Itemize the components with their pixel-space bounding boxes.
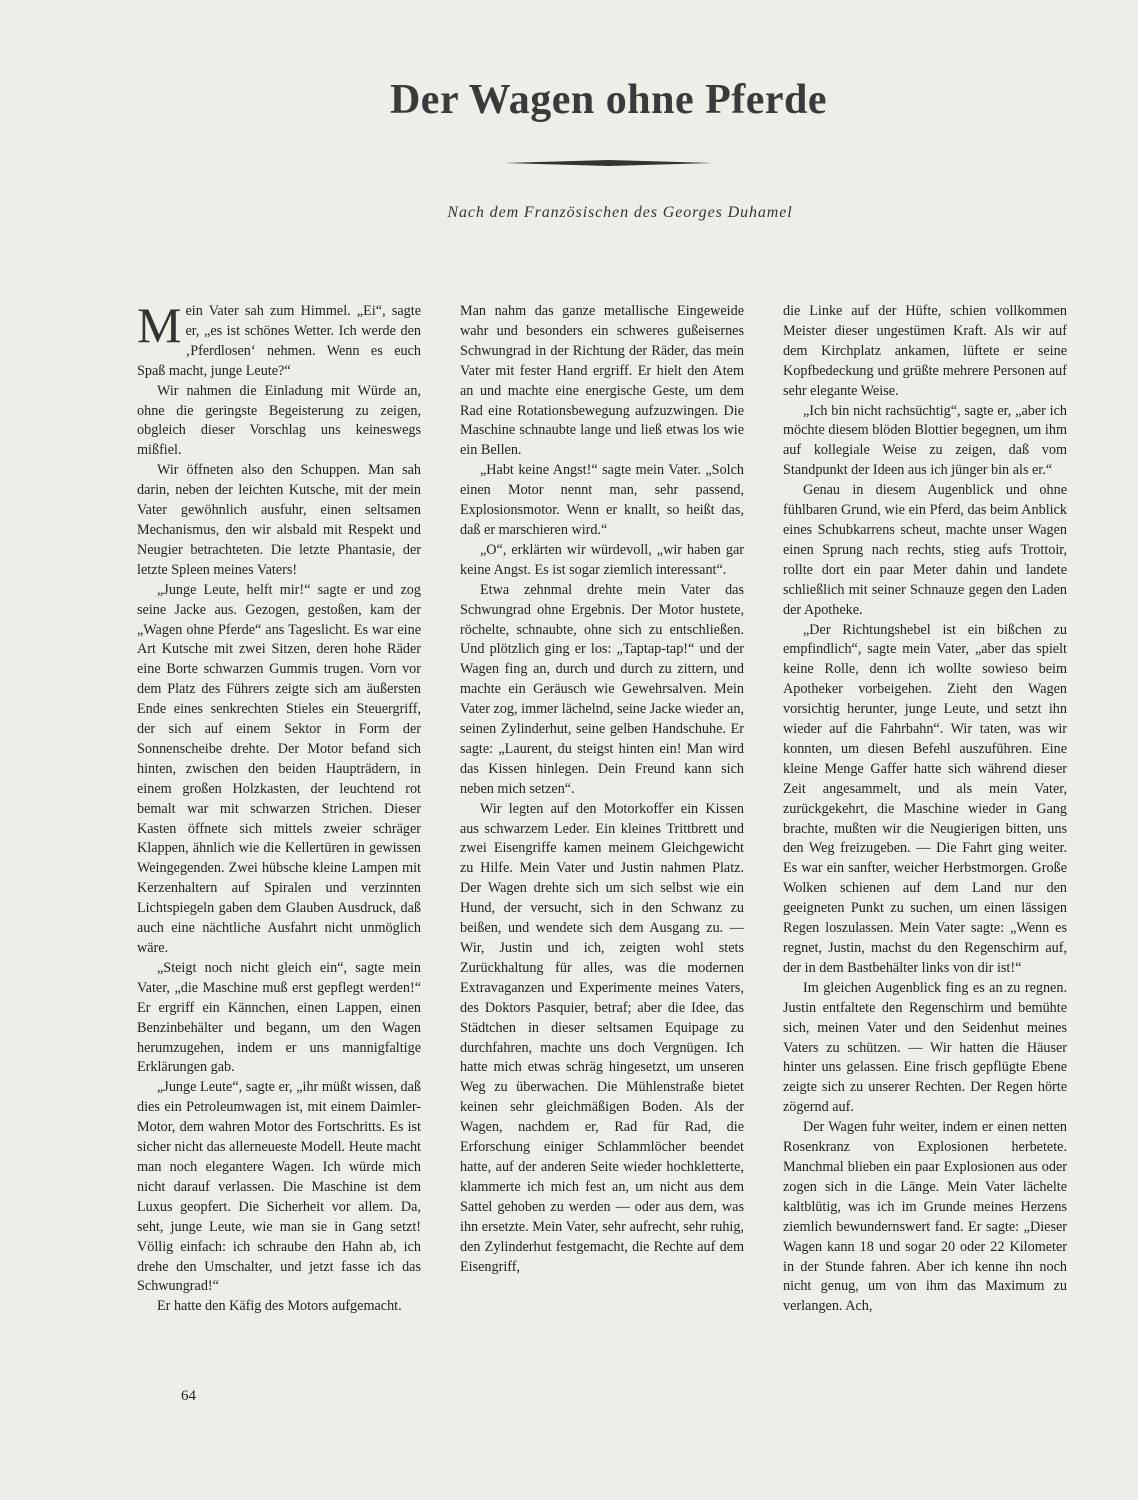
paragraph: Genau in diesem Augenblick und ohne fühlbaren Grund, wie ein Pferd, das beim Anblick eines Schubkarrens scheut, machte unser Wagen einen Sprung nach rechts, stieg aufs Trottoir, rollte dort ein paar Meter dahin und landete schließlich mit seiner Schnauze gegen den Laden der Apotheke. xyxy=(783,482,1067,618)
paragraph: Er hatte den Käfig des Motors aufgemacht. xyxy=(157,1298,402,1315)
title-divider xyxy=(505,160,713,166)
paragraph: Etwa zehnmal drehte mein Vater das Schwungrad ohne Ergebnis. Der Motor hustete, röchelte, schnaubte, ohne sich zu entschließen. Und plötzlich ging er los: „Taptap-tap!“ und der Wagen fing an, durch und durch zu zittern, und machte ein Geräusch wie Gewehrsalven. Mein Vater zog, immer lächelnd, seine Jacke wieder an, seinen Zylinderhut, seine gelben Handschuhe. Er sagte: „Laurent, du steigst hinten ein! Man wird das Kissen hinlegen. Dein Freund kann sich neben mich setzen“. xyxy=(460,581,744,797)
article-title: Der Wagen ohne Pferde xyxy=(389,77,828,123)
text-column-2 xyxy=(460,302,744,1277)
paragraph-text: ein Vater sah zum Himmel. „Ei“, sagte er, „es ist schönes Wetter. Ich werde den ‚Pferdlosen‘ nehmen. Wenn es euch Spaß macht, junge Leute?“ xyxy=(137,303,421,379)
paragraph: „Steigt noch nicht gleich ein“, sagte mein Vater, „die Maschine muß erst gepflegt werden!“ Er ergriff ein Kännchen, einen Lappen, einen Benzinbehälter und begann, um den Wagen herumzugehen, indem er uns mannigfaltige Erklärungen gab. xyxy=(137,959,421,1076)
paragraph: Man nahm das ganze metallische Eingeweide wahr und besonders ein schweres gußeisernes Schwungrad in der Richtung der Räder, das mein Vater mit fester Hand ergriff. Er hielt den Atem an und machte eine energische Geste, um dem Rad eine Rotationsbewegung aufzuzwingen. Die Maschine schnaubte lange und ließ etwas los wie ein Bellen. xyxy=(460,303,744,459)
paragraph: „Habt keine Angst!“ sagte mein Vater. „Solch einen Motor nennt man, sehr passend, Explosionsmotor. Wenn er knallt, so heißt das, daß er marschieren wird.“ xyxy=(460,462,744,538)
text-column-3 xyxy=(783,302,1067,1317)
paragraph: Wir nahmen die Einladung mit Würde an, ohne die geringste Begeisterung zu zeigen, obgleich dieser Vorschlag uns keineswegs mißfiel. xyxy=(137,382,421,459)
paragraph: „Ich bin nicht rachsüchtig“, sagte er, „aber ich möchte diesem blöden Blottier begegnen, um ihm auf kollegiale Weise zu zeigen, daß vom Standpunkt der Ideen aus ich jünger bin als er.“ xyxy=(783,402,1067,479)
paragraph: „O“, erklärten wir würdevoll, „wir haben gar keine Angst. Es ist sogar ziemlich interessant“. xyxy=(460,541,744,578)
text-column-1 xyxy=(137,297,421,1317)
paragraph: Der Wagen fuhr weiter, indem er einen netten Rosenkranz von Explosionen herbetete. Manchmal blieben ein paar Explosionen aus oder zogen sich in die Länge. Mein Vater lächelte kaltblütig, was ich im Grunde meines Herzens ziemlich bewundernswert fand. Er sagte: „Dieser Wagen kann 18 und sogar 20 oder 22 Kilometer in der Stunde fahren. Aber ich kenne ihn noch nicht genug, um von ihm das Maximum zu verlangen. Ach, xyxy=(783,1119,1067,1315)
paragraph xyxy=(137,297,421,382)
paragraph: „Der Richtungshebel ist ein bißchen zu empfindlich“, sagte mein Vater, „aber das spielt keine Rolle, denn ich wollte sowieso beim Apotheker vorbeigehen. Zieht den Wagen vorsichtig herunter, junge Leute, und setzt ihn wieder auf die Fahrbahn“. Wir taten, was wir konnten, um diesen Befehl auszuführen. Eine kleine Menge Gaffer hatte sich während dieser Zeit angesammelt, und als mein Vater, zurückgekehrt, die Maschine wieder in Gang brachte, mußten wir die Neugierigen bitten, uns den Weg freizugeben. — Die Fahrt ging weiter. Es war ein sanfter, weicher Herbstmorgen. Große Wolken schienen auf dem Land nur den geeigneten Punkt zu suchen, um einen lässigen Regen loszulassen. Mein Vater sagte: „Wenn es regnet, Justin, machst du den Regenschirm auf, der in dem Bastbehälter links von dir ist!“ xyxy=(783,621,1067,976)
paragraph: Im gleichen Augenblick fing es an zu regnen. Justin entfaltete den Regenschirm und bemühte sich, meinen Vater und den Seidenhut meines Vaters zu schützen. — Wir hatten die Häuser hinter uns gelassen. Eine frisch gepflügte Ebene zeigte sich zu unserer Rechten. Der Regen hörte zögernd auf. xyxy=(783,979,1067,1116)
paragraph: „Junge Leute“, sagte er, „ihr müßt wissen, daß dies ein Petroleumwagen ist, mit einem Daimler-Motor, dem wahren Motor des Fortschritts. Es ist sicher nicht das allerneueste Modell. Heute macht man noch elegantere Wagen. Ich würde mich nicht darauf verlassen. Die Maschine ist dem Luxus geopfert. Die Sicherheit vor allem. Da, seht, junge Leute, wie man sie in Gang setzt! Völlig einfach: ich schraube den Hahn ab, ich drehe den Umschalter, und jetzt fasse ich das Schwungrad!“ xyxy=(137,1079,421,1295)
paragraph: „Junge Leute, helft mir!“ sagte er und zog seine Jacke aus. Gezogen, gestoßen, kam der „Wagen ohne Pferde“ ans Tageslicht. Es war eine Art Kutsche mit zwei Sitzen, deren hohe Räder eine Borte schwarzen Gummis trugen. Vorn vor dem Platz des Führers zeigte sich am äußersten Ende eines senkrechten Stieles ein Steuergriff, der sich auf einem Sektor in Form der Sonnenscheibe drehte. Der Motor befand sich hinten, zwischen den beiden Haupträdern, in einem großen Holzkasten, der leuchtend rot bemalt war mit schwarzen Strichen. Dieser Kasten öffnete sich mittels zweier schräger Klappen, ähnlich wie die Kellertüren in gewissen Weingegenden. Zwei hübsche kleine Lampen mit Kerzenhaltern auf Spiralen und verzinnten Lichtspiegeln gaben dem Glauben Ausdruck, daß auch eine nächtliche Ausfahrt nicht unmöglich wäre. xyxy=(137,581,421,956)
paragraph: Wir legten auf den Motorkoffer ein Kissen aus schwarzem Leder. Ein kleines Trittbrett und zwei Eisengriffe kamen meinem Gleichgewicht zu Hilfe. Mein Vater und Justin nahmen Platz. Der Wagen drehte sich um sich selbst wie ein Hund, der versucht, sich in den Schwanz zu beißen, und wendete sich dem Ausgang zu. — Wir, Justin und ich, zeigten wohl stets Zurückhaltung für alles, was die modernen Extravaganzen und Experimente meines Vaters, des Doktors Pasquier, betraf; aber die Idee, das Städtchen in dieser seltsamen Equipage zu durchfahren, machte uns doch Vergnügen. Ich hatte mich etwas schräg hingesetzt, um unseren Weg zu überwachen. Die Mühlenstraße bietet keinen sehr gleichmäßigen Boden. Als der Wagen, nachdem er, Rad für Rad, die Erforschung einiger Schlammlöcher beendet hatte, auf der anderen Seite wieder hochkletterte, klammerte ich mich fest an, um nicht aus dem Sattel gehoben zu werden — oder aus dem, was ihn ersetzte. Mein Vater, sehr aufrecht, sehr ruhig, den Zylinderhut festgemacht, die Rechte auf dem Eisengriff, xyxy=(460,800,744,1275)
paragraph: die Linke auf der Hüfte, schien vollkommen Meister dieser ungestümen Kraft. Als wir auf dem Kirchplatz ankamen, lüftete er seine Kopfbedeckung und grüßte mehrere Personen auf sehr elegante Weise. xyxy=(783,303,1067,399)
drop-cap: M xyxy=(137,297,182,353)
page-number: 64 xyxy=(181,1388,196,1404)
paragraph: Wir öffneten also den Schuppen. Man sah darin, neben der leichten Kutsche, mit der mein Vater gewöhnlich ausfuhr, einen seltsamen Mechanismus, den wir alsbald mit Respekt und Neugier betrachteten. Die letzte Phantasie, der letzte Spleen meines Vaters! xyxy=(137,462,421,578)
article-subtitle: Nach dem Französischen des Georges Duhamel xyxy=(447,204,793,221)
